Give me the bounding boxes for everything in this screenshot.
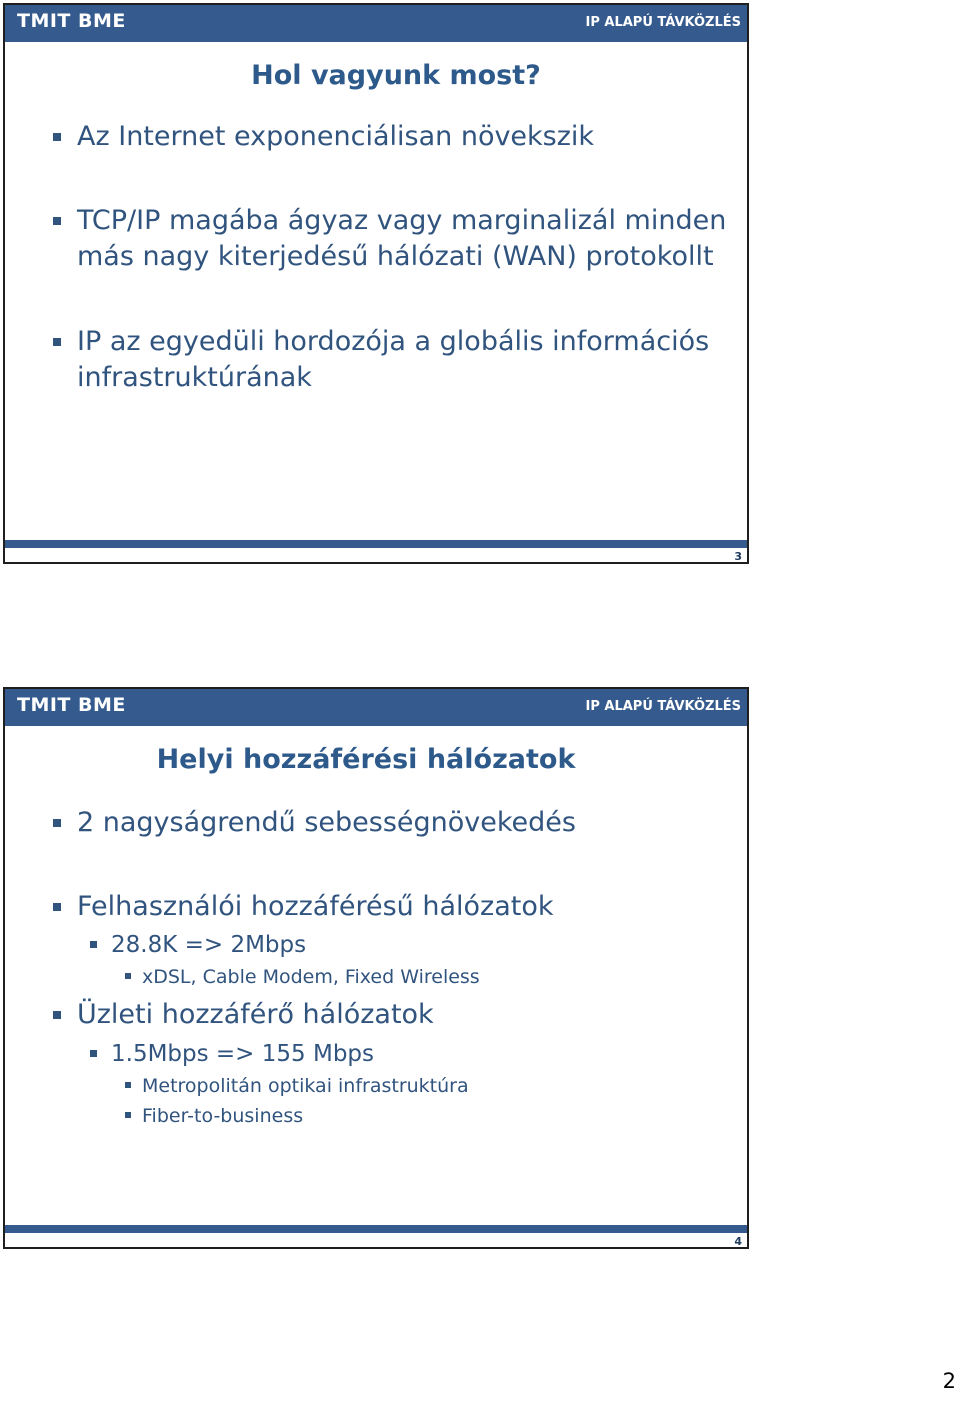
course-label: IP ALAPÚ TÁVKÖZLÉS xyxy=(585,15,741,30)
bullet-text: Fiber-to-business xyxy=(142,1105,304,1127)
bullet-text: Üzleti hozzáférő hálózatok xyxy=(77,999,434,1030)
bullet-square-icon xyxy=(53,903,61,911)
sub-sub-bullet-item xyxy=(142,964,480,990)
header-bar xyxy=(5,5,747,42)
bullet-square-icon xyxy=(125,1112,131,1118)
slide-title: Hol vagyunk most? xyxy=(251,60,541,91)
bullet-continuation xyxy=(77,360,312,396)
page-number: 3 xyxy=(734,550,742,563)
bullet-continuation xyxy=(77,239,714,275)
bullet-item xyxy=(77,119,594,155)
bullet-item xyxy=(77,805,576,841)
bullet-square-icon xyxy=(125,973,131,979)
bullet-square-icon xyxy=(53,1011,61,1019)
sub-bullet-item xyxy=(111,930,306,960)
bullet-square-icon xyxy=(53,338,61,346)
bullet-square-icon xyxy=(53,819,61,827)
bullet-text: Metropolitán optikai infrastruktúra xyxy=(142,1075,469,1097)
bullet-text: 1.5Mbps => 155 Mbps xyxy=(111,1041,375,1067)
bullet-item xyxy=(77,203,726,239)
bullet-text: xDSL, Cable Modem, Fixed Wireless xyxy=(142,966,480,988)
bullet-text: 28.8K => 2Mbps xyxy=(111,932,307,958)
bullet-item xyxy=(77,889,553,925)
sub-bullet-item xyxy=(111,1039,374,1069)
bullet-item xyxy=(77,997,434,1033)
footer-bar xyxy=(5,540,747,548)
bullet-text: 2 nagyságrendű sebességnövekedés xyxy=(77,807,576,838)
bullet-square-icon xyxy=(125,1082,131,1088)
slide-3 xyxy=(3,3,749,564)
header-bar xyxy=(5,689,747,726)
footer-bar xyxy=(5,1225,747,1233)
brand-label: TMIT BME xyxy=(17,10,126,32)
bullet-square-icon xyxy=(53,133,61,141)
sub-sub-bullet-item xyxy=(142,1073,469,1099)
bullet-text: IP az egyedüli hordozója a globális információs xyxy=(77,326,710,357)
slide-title: Helyi hozzáférési hálózatok xyxy=(156,744,576,775)
bullet-item xyxy=(77,324,709,360)
bullet-square-icon xyxy=(90,1050,97,1057)
bullet-square-icon xyxy=(53,217,61,225)
slide-4 xyxy=(3,687,749,1249)
sub-sub-bullet-item xyxy=(142,1103,303,1129)
brand-label: TMIT BME xyxy=(17,694,126,716)
bullet-text: Az Internet exponenciálisan növekszik xyxy=(77,121,595,152)
course-label: IP ALAPÚ TÁVKÖZLÉS xyxy=(585,699,741,714)
bullet-text: más nagy kiterjedésű hálózati (WAN) protokollt xyxy=(77,241,714,272)
bullet-text: Felhasználói hozzáférésű hálózatok xyxy=(77,891,554,922)
bullet-text: infrastruktúrának xyxy=(77,362,312,393)
page-number: 4 xyxy=(734,1235,742,1248)
bullet-text: TCP/IP magába ágyaz vagy marginalizál minden xyxy=(77,205,727,236)
bullet-square-icon xyxy=(90,941,97,948)
sheet-page-number: 2 xyxy=(942,1369,956,1393)
